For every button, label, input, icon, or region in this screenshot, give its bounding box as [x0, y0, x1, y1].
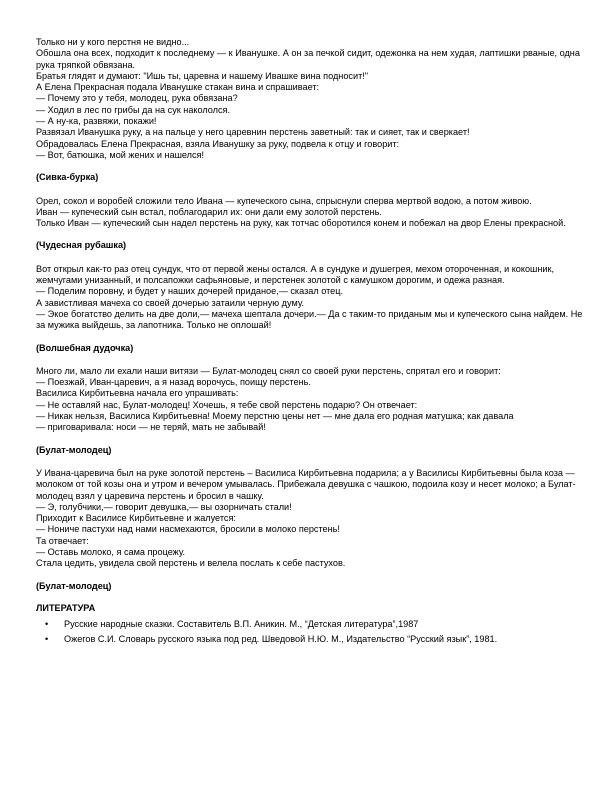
- text-line: У Ивана-царевича был на руке золотой перстень – Василиса Кирбитьевна подарила; а у Василисы Кирбитьевны была коза — молоком от той козы она и утром и вечером умывалась. Прибежала девушка с чашкою, подоила козу и несет молоко; а Булат-молодец взял у царевича перстень и бросил в чашку.: [36, 467, 576, 501]
- literature-heading: ЛИТЕРАТУРА: [36, 602, 96, 613]
- excerpt-bulat-molodets-2: [36, 468, 586, 570]
- text-line: — Ходил в лес по грибы да на сук накололся.: [36, 104, 231, 115]
- text-line: — А ну-ка, развяжи, покажи!: [36, 116, 157, 127]
- text-line: — Нониче пастухи над нами насмехаются, бросили в молоко перстень!: [36, 524, 340, 535]
- text-line: Приходит к Василисе Кирбитьевне и жалуется:: [36, 513, 236, 524]
- source-title: (Сивка-бурка): [36, 172, 99, 183]
- excerpt-volshebnaya-dudochka: [36, 264, 586, 332]
- text-line: — Поезжай, Иван-царевич, а я назад ворочусь, поищу перстень.: [36, 377, 311, 388]
- text-line: Обошла она всех, подходит к последнему — к Иванушке. А он за печкой сидит, одежонка на нем худая, лаптишки рваные, одна рука тряпкой обвязана.: [36, 48, 580, 70]
- excerpt-sivka-burka: [36, 37, 586, 161]
- text-line: — Почему это у тебя, молодец, рука обвязана?: [36, 93, 238, 104]
- text-line: — приговаривала: носи — не теряй, мать не забывай!: [36, 422, 266, 433]
- source-title: (Булат-молодец): [36, 444, 112, 455]
- literature-item-text: Ожегов С.И. Словарь русского языка под ред. Шведовой Н.Ю. М., Издательство “Русский язык”, 1981.: [64, 634, 498, 645]
- text-line: — Оставь молоко, я сама процежу.: [36, 546, 186, 557]
- literature-item: [36, 619, 586, 630]
- text-line: А завистливая мачеха со своей дочерью затаили черную думу.: [36, 297, 305, 308]
- text-line: Обрадовалась Елена Прекрасная, взяла Иванушку за руку, подвела к отцу и говорит:: [36, 138, 400, 149]
- text-line: Развязал Иванушка руку, а на пальце у него царевнин перстень заветный: так и сияет, так и сверкает!: [36, 127, 470, 138]
- source-title: (Волшебная дудочка): [36, 342, 134, 353]
- text-line: — Вот, батюшка, мой жених и нашелся!: [36, 149, 205, 160]
- bullet-icon: •: [45, 634, 49, 645]
- text-line: Только Иван — купеческий сын надел перстень на руку, как тотчас оборотился конем и побежал на двор Елены прекрасной.: [36, 218, 566, 229]
- text-line: — Экое богатство делить на две доли,— мачеха шептала дочери.— Да с таким-то приданым мы и купеческого сына найдем. Не за мужика выйдешь, за лапотника. Только не оплошай!: [36, 308, 583, 331]
- literature-item: [36, 634, 586, 645]
- source-title: (Чудесная рубашка): [36, 240, 127, 251]
- text-line: Вот открыл как-то раз отец сундук, что от первой жены остался. А в сундуке и душегрея, мехом отороченная, и кокошник, жемчугами унизанный, и полсапожки сафьяновые, и перстенек золотой с камушком дорогим, и одежа разная.: [36, 263, 555, 286]
- literature-item-text: Русские народные сказки. Составитель В.П. Аникин. М., “Детская литература”,1987: [64, 619, 419, 630]
- text-line: Орел, сокол и воробей сложили тело Ивана — купеческого сына, спрыснули сперва мертвой водою, а потом живою.: [36, 195, 532, 206]
- text-line: Братья глядят и думают: "Ишь ты, царевна и нашему Ивашке вина подносит!": [36, 70, 369, 81]
- text-line: А Елена Прекрасная подала Иванушке стакан вина и спрашивает:: [36, 82, 320, 93]
- excerpt-chudesnaya-rubashka: [36, 196, 586, 230]
- source-title: (Булат-молодец): [36, 580, 112, 591]
- excerpt-bulat-molodets-1: [36, 366, 586, 434]
- text-line: — Э, голубчики,— говорит девушка,— вы озорничать стали!: [36, 501, 292, 512]
- text-line: Та отвечает:: [36, 535, 89, 546]
- text-line: Иван — купеческий сын встал, поблагодарил их: они дали ему золотой перстень.: [36, 206, 382, 217]
- text-line: — Поделим поровну, и будет у наших дочерей приданое,— сказал отец.: [36, 286, 343, 297]
- document-page: [36, 37, 586, 650]
- literature-list: [36, 619, 586, 646]
- text-line: Василиса Кирбитьевна начала его упрашивать:: [36, 388, 239, 399]
- text-line: — Никак нельзя, Василиса Кирбитьевна! Моему перстню цены нет — мне дала его родная матушка; как давала: [36, 411, 514, 422]
- text-line: Только ни у кого перстня не видно...: [36, 37, 190, 47]
- text-line: — Не оставляй нас, Булат-молодец! Хочешь, я тебе свой перстень подарю? Он отвечает:: [36, 399, 418, 410]
- bullet-icon: •: [45, 619, 49, 630]
- text-line: Стала цедить, увидела свой перстень и велела послать к себе пастухов.: [36, 558, 346, 569]
- text-line: Много ли, мало ли ехали наши витязи — Булат-молодец снял со своей руки перстень, спрятал его и говорит:: [36, 365, 501, 376]
